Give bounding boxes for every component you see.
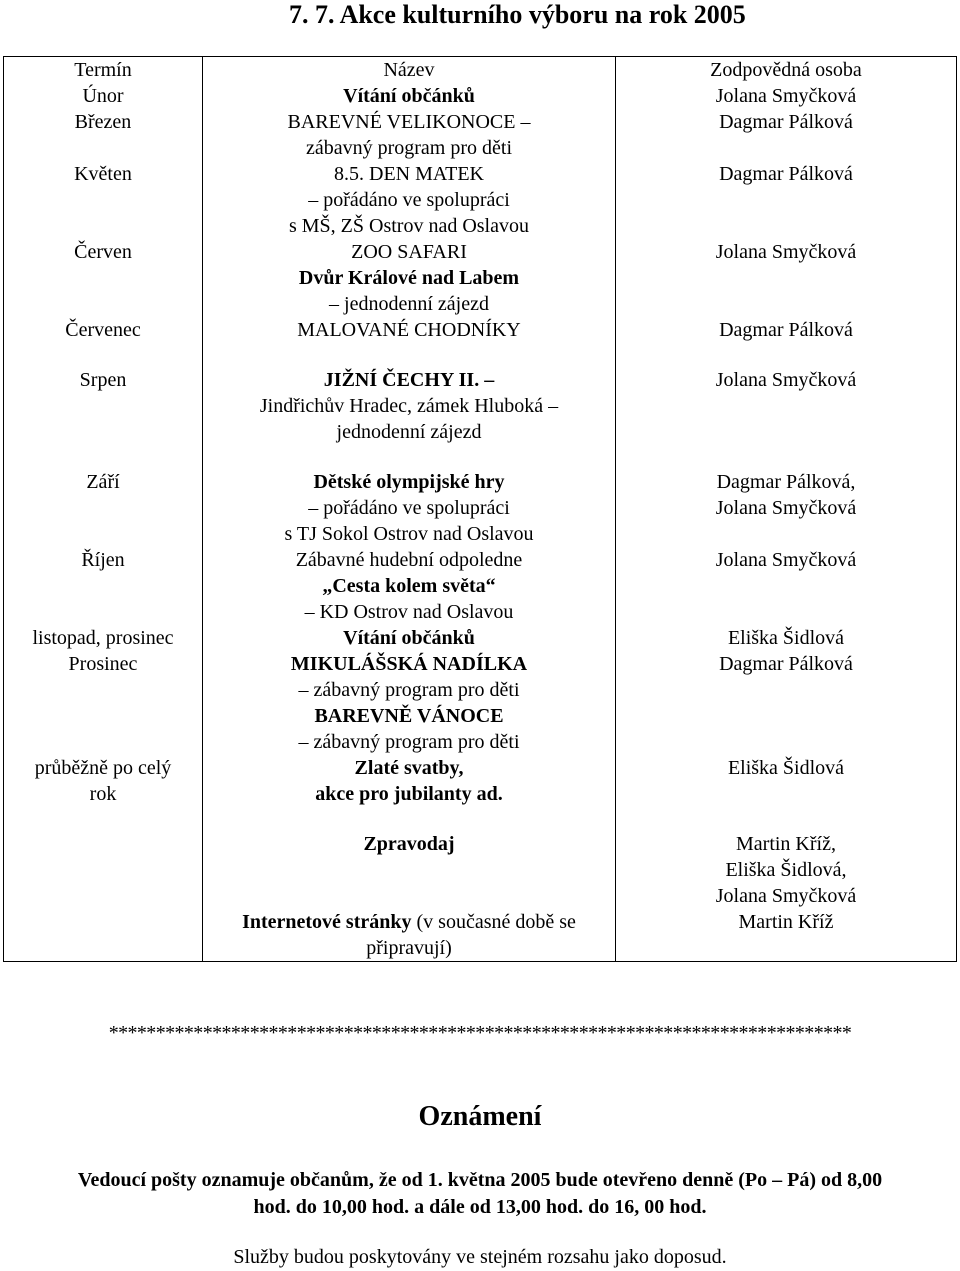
cell-event-name [203, 367, 616, 469]
cell-responsible-person [616, 161, 957, 239]
table-row [4, 109, 957, 161]
event-name-line: jednodenní zájezd [336, 421, 482, 443]
cell-responsible-person [616, 547, 957, 625]
event-name-line: – zábavný program pro děti [298, 731, 520, 753]
event-name-line: Dvůr Králové nad Labem [298, 267, 520, 289]
event-name-line: JIŽNÍ ČECHY II. – [323, 369, 495, 391]
person-text: Jolana Smyčková [715, 241, 857, 263]
cell-term [4, 469, 203, 547]
page-title [289, 0, 746, 30]
person-text: Jolana Smyčková [715, 497, 857, 519]
table-row [4, 651, 957, 755]
page-title-text: 7. 7. Akce kulturního výboru na rok 2005 [289, 0, 746, 29]
header-person [616, 57, 957, 84]
event-name-line: Dětské olympijské hry [313, 471, 505, 493]
event-name-line: – pořádáno ve spolupráci [308, 497, 510, 519]
event-name-line: s MŠ, ZŠ Ostrov nad Oslavou [288, 215, 529, 237]
cell-term [4, 651, 203, 755]
row-spacer [616, 393, 956, 417]
row-spacer [203, 807, 615, 831]
cell-responsible-person [616, 83, 957, 109]
cell-event-name [203, 909, 616, 962]
event-name-line: ZOO SAFARI [351, 241, 467, 263]
cell-term [4, 239, 203, 317]
row-spacer [616, 781, 956, 805]
events-table-body [4, 57, 957, 962]
cell-term [4, 109, 203, 161]
person-text: Jolana Smyčková [715, 549, 857, 571]
table-row [4, 831, 957, 909]
event-name-line: – KD Ostrov nad Oslavou [304, 601, 514, 623]
event-name-line: připravují) [366, 937, 452, 959]
table-row [4, 239, 957, 317]
event-name-line: Zlaté svatby, [354, 757, 464, 779]
term-text: Únor [82, 85, 124, 107]
cell-term [4, 625, 203, 651]
term-text: Květen [74, 163, 132, 185]
cell-responsible-person [616, 755, 957, 831]
person-text: Eliška Šidlová [727, 757, 845, 779]
cell-event-name [203, 651, 616, 755]
cell-responsible-person [616, 625, 957, 651]
person-text: Eliška Šidlová, [725, 859, 847, 881]
term-text: Říjen [81, 549, 125, 571]
cell-event-name [203, 625, 616, 651]
row-spacer [4, 343, 202, 367]
term-text: listopad, prosinec [32, 627, 174, 649]
cell-responsible-person [616, 317, 957, 367]
header-name [203, 57, 616, 84]
cell-responsible-person [616, 909, 957, 962]
table-row [4, 469, 957, 547]
person-text: Martin Kříž, [736, 833, 836, 855]
event-name-line: MIKULÁŠSKÁ NADÍLKA [290, 653, 528, 675]
person-text: Martin Kříž [738, 911, 834, 933]
notice-heading: Oznámení [418, 1101, 542, 1132]
person-text: Jolana Smyčková [715, 85, 857, 107]
cell-event-name [203, 547, 616, 625]
person-text: Dagmar Pálková [719, 319, 853, 341]
table-row [4, 909, 957, 962]
term-text: Březen [74, 111, 132, 133]
table-row [4, 83, 957, 109]
event-name-line: Zpravodaj [363, 833, 455, 855]
event-name-line: MALOVANÉ CHODNÍKY [297, 319, 521, 341]
term-text: Červenec [65, 319, 141, 341]
cell-term [4, 909, 203, 962]
notice-line-2: hod. do 10,00 hod. a dále od 13,00 hod. do 16, 00 hod. [253, 1196, 707, 1218]
row-spacer [4, 807, 202, 831]
cell-term [4, 317, 203, 367]
event-name-line: Vítání občánků [343, 85, 475, 107]
table-row [4, 547, 957, 625]
notice-line-1: Vedoucí pošty oznamuje občanům, že od 1. května 2005 bude otevřeno denně (Po – Pá) od 8,00 [77, 1169, 883, 1191]
cell-event-name [203, 469, 616, 547]
person-text: Dagmar Pálková [719, 111, 853, 133]
cell-term [4, 755, 203, 831]
person-text: Eliška Šidlová [727, 627, 845, 649]
event-name-line: – pořádáno ve spolupráci [308, 189, 510, 211]
cell-event-name [203, 755, 616, 831]
event-name-line: 8.5. DEN MATEK [334, 163, 484, 185]
term-text: rok [89, 783, 117, 805]
header-term-label: Termín [74, 59, 132, 81]
table-row [4, 367, 957, 469]
cell-event-name [203, 109, 616, 161]
event-name-line: Vítání občánků [343, 627, 475, 649]
row-spacer [203, 343, 615, 367]
cell-responsible-person [616, 651, 957, 755]
event-name-line: – zábavný program pro děti [298, 679, 520, 701]
person-text: Dagmar Pálková, [716, 471, 856, 493]
row-spacer [616, 343, 956, 367]
term-text: průběžně po celý [34, 757, 172, 779]
cell-event-name [203, 161, 616, 239]
term-text: Červen [74, 241, 132, 263]
header-name-label: Název [383, 59, 435, 81]
table-row [4, 161, 957, 239]
table-header-row [4, 57, 957, 84]
events-table [3, 56, 957, 962]
event-name-line: Jindřichův Hradec, zámek Hluboká – [259, 395, 559, 417]
table-row [4, 755, 957, 831]
term-text: Prosinec [68, 653, 138, 675]
event-name-line: „Cesta kolem světa“ [322, 575, 496, 597]
cell-term [4, 161, 203, 239]
event-name-part: Internetové stránky [242, 911, 412, 933]
notice-footer: Služby budou poskytovány ve stejném rozsahu jako doposud. [233, 1246, 727, 1268]
cell-responsible-person [616, 239, 957, 317]
cell-term [4, 367, 203, 469]
row-spacer [4, 393, 202, 417]
notice-body [0, 1167, 960, 1221]
person-text: Jolana Smyčková [715, 369, 857, 391]
cell-responsible-person [616, 367, 957, 469]
table-row [4, 317, 957, 367]
person-text: Dagmar Pálková [719, 653, 853, 675]
cell-event-name [203, 239, 616, 317]
cell-responsible-person [616, 831, 957, 909]
separator-stars: ******************************************************************************* [108, 1022, 852, 1044]
person-text: Dagmar Pálková [719, 163, 853, 185]
cell-event-name [203, 831, 616, 909]
event-name-line: Zábavné hudební odpoledne [295, 549, 523, 571]
event-name-line [203, 909, 615, 935]
header-person-label: Zodpovědná osoba [710, 59, 862, 81]
cell-term [4, 831, 203, 909]
event-name-line: – jednodenní zájezd [329, 293, 489, 315]
cell-event-name [203, 83, 616, 109]
event-name-line: BAREVNĚ VÁNOCE [314, 705, 504, 727]
event-name-line: s TJ Sokol Ostrov nad Oslavou [284, 523, 534, 545]
cell-term [4, 83, 203, 109]
event-name-line: BAREVNÉ VELIKONOCE – [287, 111, 531, 133]
term-text: Srpen [79, 369, 127, 391]
cell-event-name [203, 317, 616, 367]
cell-responsible-person [616, 469, 957, 547]
term-text: Září [86, 471, 120, 493]
header-term [4, 57, 203, 84]
event-name-line: akce pro jubilanty ad. [315, 783, 503, 805]
person-text: Jolana Smyčková [715, 885, 857, 907]
event-name-line: zábavný program pro děti [305, 137, 513, 159]
row-spacer [203, 445, 615, 469]
cell-term [4, 547, 203, 625]
event-name-part: (v současné době se [411, 911, 576, 933]
table-row [4, 625, 957, 651]
cell-responsible-person [616, 109, 957, 161]
